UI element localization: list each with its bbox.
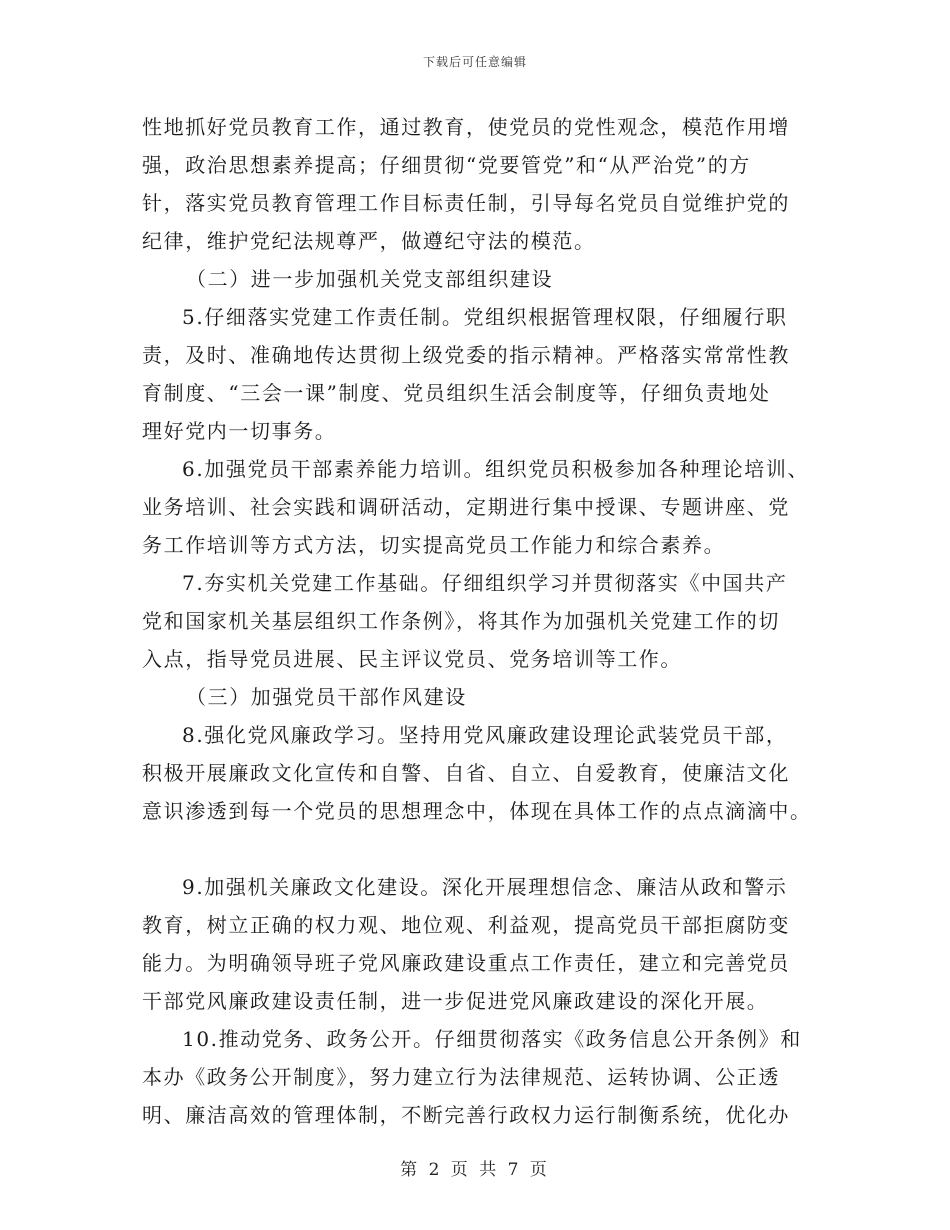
text-line: 教育，树立正确的权力观、地位观、利益观，提高党员干部拒腐防变 — [142, 913, 790, 937]
paragraph-item-8 — [142, 716, 810, 830]
text-line: 入点，指导党员进展、民主评议党员、党务培训等工作。 — [142, 647, 682, 671]
text-line: 能力。为明确领导班子党风廉政建设重点工作责任，建立和完善党员 — [142, 951, 790, 975]
text-line: 针，落实党员教育管理工作目标责任制，引导每名党员自觉维护党的 — [142, 191, 790, 215]
text-line: 10.推动党务、政务公开。仔细贯彻落实《政务信息公开条例》和 — [182, 1027, 802, 1051]
page-number: 第 2 页 共 7 页 — [400, 1160, 550, 1180]
paragraph-continuation — [142, 108, 810, 260]
paragraph-item-10 — [142, 1020, 810, 1134]
text-line: 业务培训、社会实践和调研活动，定期进行集中授课、专题讲座、党 — [142, 495, 790, 519]
text-line: 5.仔细落实党建工作责任制。党组织根据管理权限，仔细履行职 — [182, 305, 788, 329]
paragraph-item-7 — [142, 564, 810, 678]
text-line: 意识渗透到每一个党员的思想理念中，体现在具体工作的点点滴滴中。 — [142, 799, 812, 823]
text-line: 9.加强机关廉政文化建设。深化开展理想信念、廉洁从政和警示 — [182, 875, 788, 899]
text-line: 强，政治思想素养提高；仔细贯彻“党要管党”和“从严治党”的方 — [142, 153, 751, 177]
text-line: 7.夯实机关党建工作基础。仔细组织学习并贯彻落实《中国共产 — [182, 571, 788, 595]
header-note: 下载后可任意编辑 — [422, 55, 527, 69]
paragraph-item-9 — [142, 868, 810, 1020]
text-line: 性地抓好党员教育工作，通过教育，使党员的党性观念，模范作用增 — [142, 115, 790, 139]
section-heading: （三）加强党员干部作风建设 — [186, 685, 467, 709]
text-line: 务工作培训等方式方法，切实提高党员工作能力和综合素养。 — [142, 533, 726, 557]
text-line: 6.加强党员干部素养能力培训。组织党员积极参加各种理论培训、 — [182, 457, 810, 481]
text-line: 理好党内一切事务。 — [142, 419, 337, 443]
text-line: 8.强化党风廉政学习。坚持用党风廉政建设理论武装党员干部， — [182, 723, 788, 747]
blank-line — [142, 830, 810, 868]
text-line: 积极开展廉政文化宣传和自警、自省、自立、自爱教育，使廉洁文化 — [142, 761, 790, 785]
text-line: 明、廉洁高效的管理体制，不断完善行政权力运行制衡系统，优化办 — [142, 1103, 790, 1127]
section-heading: （二）进一步加强机关党支部组织建设 — [186, 267, 554, 291]
text-line: 纪律，维护党纪法规尊严，做遵纪守法的模范。 — [142, 229, 596, 253]
text-line: 育制度、“三会一课”制度、党员组织生活会制度等，仔细负责地处 — [142, 381, 771, 405]
text-line: 干部党风廉政建设责任制，进一步促进党风廉政建设的深化开展。 — [142, 989, 769, 1013]
paragraph-item-5 — [142, 298, 810, 450]
document-body — [142, 108, 810, 1134]
text-line: 责，及时、准确地传达贯彻上级党委的指示精神。严格落实常常性教 — [142, 343, 790, 367]
text-line: 党和国家机关基层组织工作条例》，将其作为加强机关党建工作的切 — [142, 609, 780, 633]
text-line: 本办《政务公开制度》，努力建立行为法律规范、运转协调、公正透 — [142, 1065, 780, 1089]
paragraph-item-6 — [142, 450, 810, 564]
